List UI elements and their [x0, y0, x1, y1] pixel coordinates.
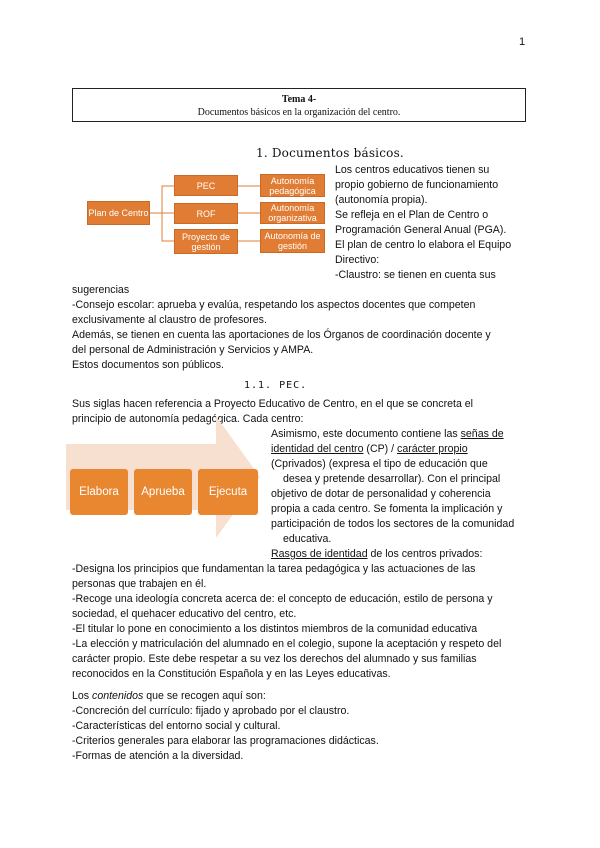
rasgos-line: reconocidos en la Constitución Española y en las Leyes educativas. [72, 668, 391, 680]
intro-line: Sus siglas hacen referencia a Proyecto Educativo de Centro, en el que se concreta el [72, 398, 474, 410]
page-number: 1 [519, 36, 526, 48]
connector-gestion [150, 213, 174, 241]
process-step-ejecuta: Ejecuta [198, 469, 258, 515]
contenidos-emphasis: contenidos [92, 690, 144, 702]
pec-side-line [271, 547, 482, 562]
pec-side-line: objetivo de dotar de personalidad y coherencia [271, 488, 491, 500]
side-line: (autonomía propia). [335, 194, 428, 206]
body-line: sugerencias [72, 284, 130, 296]
diagram-autonomia-organizativa: Autonomía organizativa [260, 202, 325, 224]
text-run: Los [72, 690, 93, 702]
diagram-doc-pec: PEC [174, 175, 238, 196]
rasgos-line: -Designa los principios que fundamentan la tarea pedagógica y las actuaciones de las [72, 563, 476, 575]
contenido-item: -Concreción del currículo: fijado y aprobado por el claustro. [72, 705, 350, 717]
rasgos-line: sociedad, el quehacer educativo del centro, etc. [72, 608, 297, 620]
pec-side-line: educativa. [283, 533, 332, 545]
rasgos-line: personas que trabajen en él. [72, 578, 207, 590]
pec-side-line [271, 442, 468, 457]
side-line: Programación General Anual (PGA). [335, 224, 507, 236]
diagram-doc-gestion: Proyecto de gestión [174, 229, 238, 254]
pec-side-line: (Cprivados) (expresa el tipo de educación que [271, 458, 488, 470]
side-line: Directivo: [335, 254, 380, 266]
side-line: -Claustro: se tienen en cuenta sus [335, 269, 496, 281]
pec-side-line: desea y pretende desarrollar). Con el principal [283, 473, 501, 485]
text-run: de los centros privados: [367, 548, 483, 560]
section-heading-1: 1. Documentos básicos. [256, 146, 404, 160]
topic-title: Tema 4- [281, 94, 317, 105]
body-line: exclusivamente al claustro de profesores. [72, 314, 267, 326]
intro-line: principio de autonomía pedagógica. Cada centro: [72, 413, 304, 425]
pec-side-line: participación de todos los sectores de la comunidad [271, 518, 515, 530]
diagram-doc-rof: ROF [174, 203, 238, 224]
body-line: Estos documentos son públicos. [72, 359, 224, 371]
pec-side-line [271, 427, 504, 442]
identidad-centro-text: identidad del centro [271, 443, 364, 455]
contenido-item: -Formas de atención a la diversidad. [72, 750, 244, 762]
text-run: (CP) / [363, 443, 398, 455]
contenido-item: -Características del entorno social y cultural. [72, 720, 281, 732]
diagram-autonomia-gestion: Autonomía de gestión [260, 229, 325, 253]
topic-subtitle: Documentos básicos en la organización del centro. [197, 107, 401, 118]
rasgos-line: carácter propio. Este debe respetar a su vez los derechos del alumnado y sus familias [72, 653, 477, 665]
contenido-item: -Criterios generales para elaborar las programaciones didácticas. [72, 735, 379, 747]
body-line: del personal de Administración y Servicios y AMPA. [72, 344, 314, 356]
caracter-propio-text: carácter propio [397, 443, 468, 455]
text-run: que se recogen aquí son: [143, 690, 266, 702]
diagram-root-box: Plan de Centro [87, 201, 150, 225]
senas-identidad-link: señas de [460, 428, 504, 440]
side-line: Se refleja en el Plan de Centro o [335, 209, 489, 221]
diagram-autonomia-pedagogica: Autonomía pedagógica [260, 174, 325, 197]
pec-side-line: propia a cada centro. Se fomenta la implicación y [271, 503, 503, 515]
body-line: Además, se tienen en cuenta las aportaciones de los Órganos de coordinación docente y [72, 329, 491, 341]
text-run: Asimismo, este documento contiene las [271, 428, 461, 440]
contenidos-intro [72, 689, 266, 704]
body-line: -Consejo escolar: aprueba y evalúa, respetando los aspectos docentes que competen [72, 299, 476, 311]
rasgos-line: -Recoge una ideología concreta acerca de: el concepto de educación, estilo de persona y [72, 593, 493, 605]
process-step-aprueba: Aprueba [134, 469, 192, 515]
process-step-elabora: Elabora [70, 469, 128, 515]
connector-pec [150, 186, 174, 213]
side-line: El plan de centro lo elabora el Equipo [335, 239, 512, 251]
rasgos-line: -El titular lo pone en conocimiento a los distintos miembros de la comunidad educativa [72, 623, 478, 635]
rasgos-line: -La elección y matriculación del alumnado en el colegio, supone la aceptación y respeto del [72, 638, 502, 650]
section-heading-1-1: 1.1. PEC. [244, 380, 308, 391]
side-line: propio gobierno de funcionamiento [335, 179, 499, 191]
rasgos-identidad-text: Rasgos de identidad [271, 548, 368, 560]
side-line: Los centros educativos tienen su [335, 164, 490, 176]
